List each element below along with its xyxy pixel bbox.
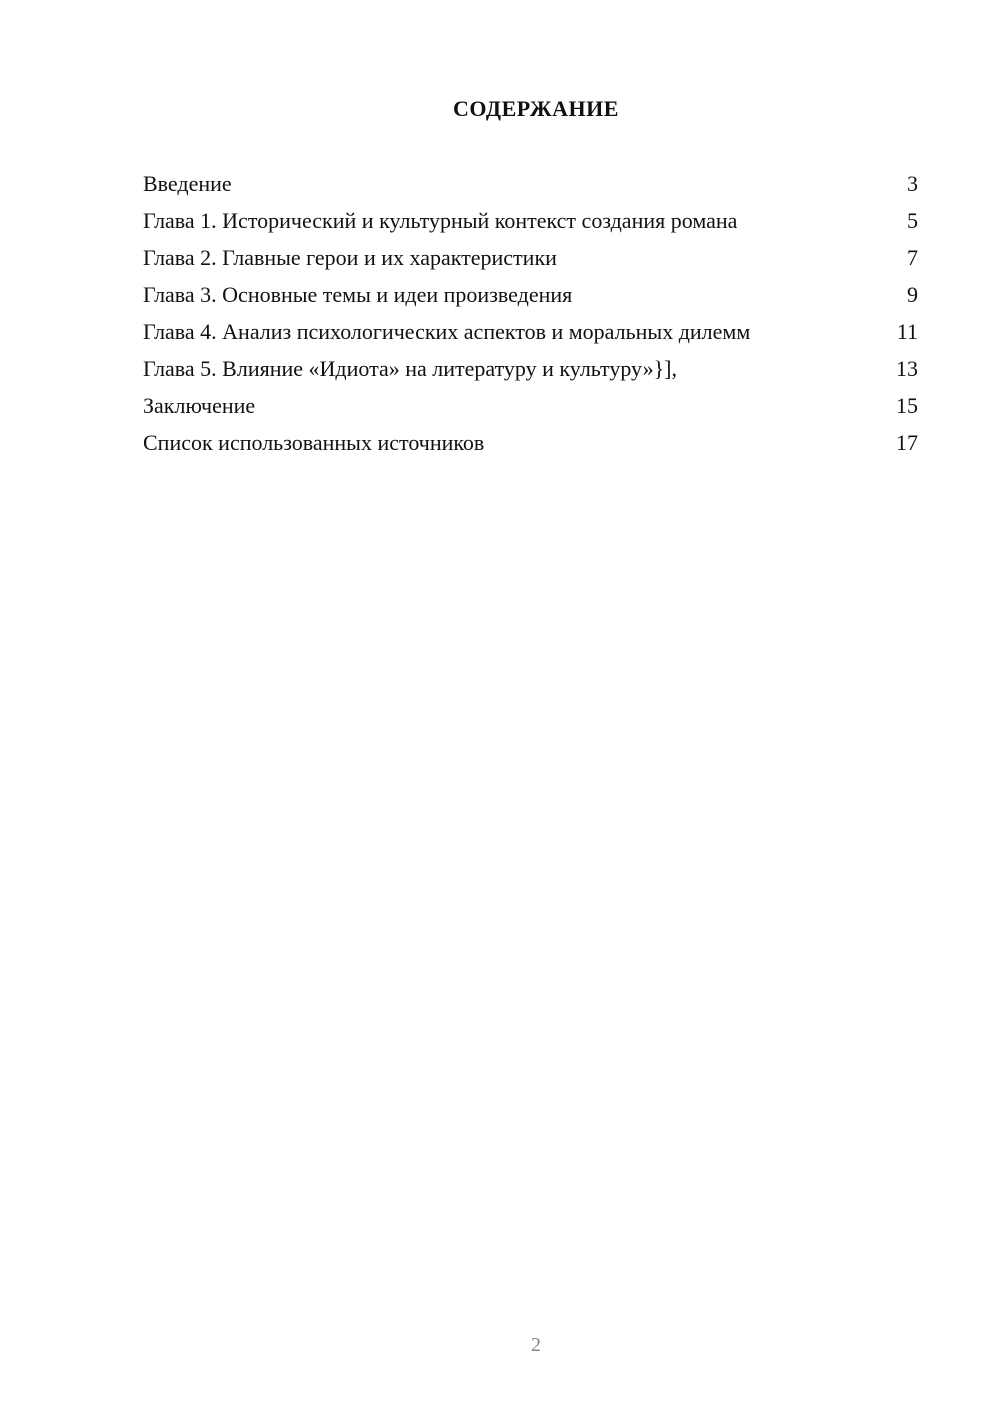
toc-entry-page: 15 bbox=[896, 393, 918, 418]
toc-entry-introduction bbox=[143, 170, 918, 197]
toc-entry-page: 11 bbox=[896, 319, 918, 344]
toc-entry-title: Введение bbox=[143, 171, 232, 196]
toc-entry-title: Глава 5. Влияние «Идиота» на литературу и культуру»}], bbox=[143, 356, 677, 381]
toc-entry-page: 13 bbox=[896, 356, 918, 381]
toc-entry-title: Заключение bbox=[143, 393, 256, 418]
toc-entry-chapter-2 bbox=[143, 244, 918, 271]
table-of-contents bbox=[143, 170, 918, 466]
toc-entry-page: 7 bbox=[907, 245, 918, 270]
toc-entry-title: Глава 3. Основные темы и идеи произведения bbox=[143, 282, 573, 307]
toc-heading: СОДЕРЖАНИЕ bbox=[453, 96, 619, 121]
toc-entry-title: Список использованных источников bbox=[143, 430, 485, 455]
toc-entry-page: 9 bbox=[907, 282, 918, 307]
toc-entry-conclusion bbox=[143, 392, 918, 419]
toc-entry-references bbox=[143, 429, 918, 456]
toc-entry-page: 3 bbox=[907, 171, 918, 196]
toc-entry-title: Глава 2. Главные герои и их характеристики bbox=[143, 245, 557, 270]
toc-entry-chapter-3 bbox=[143, 281, 918, 308]
toc-entry-title: Глава 4. Анализ психологических аспектов и моральных дилемм bbox=[143, 319, 751, 344]
toc-entry-chapter-1 bbox=[143, 207, 918, 234]
page-number: 2 bbox=[531, 1334, 541, 1356]
toc-entry-title: Глава 1. Исторический и культурный контекст создания романа bbox=[143, 208, 738, 233]
toc-entry-page: 17 bbox=[896, 430, 918, 455]
toc-entry-chapter-5 bbox=[143, 355, 918, 382]
toc-entry-chapter-4 bbox=[143, 318, 918, 345]
toc-entry-page: 5 bbox=[907, 208, 918, 233]
